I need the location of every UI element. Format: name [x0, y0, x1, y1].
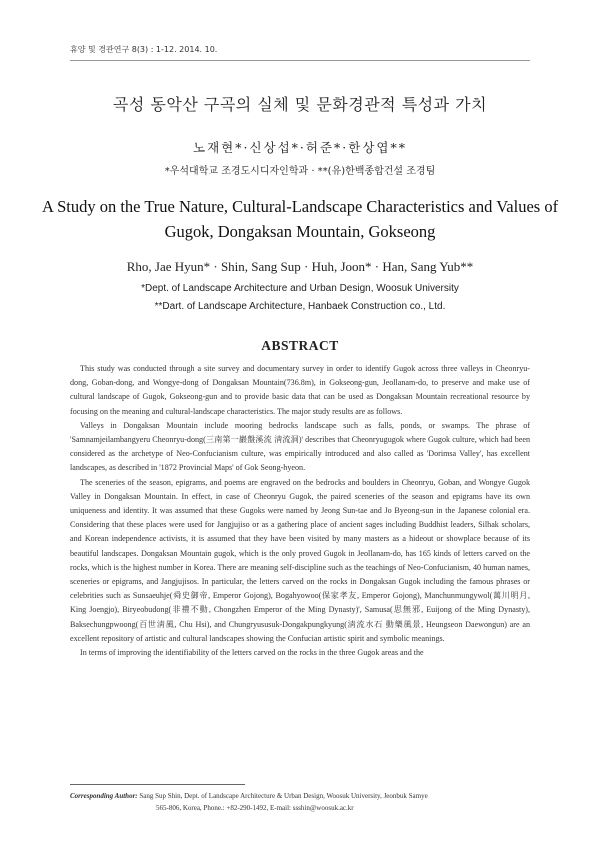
korean-title: 곡성 동악산 구곡의 실체 및 문화경관적 특성과 가치 — [112, 95, 488, 114]
corresponding-author-footnote — [70, 790, 530, 814]
korean-authors: 노재현*·신상섭*·허준*·한상엽** — [193, 140, 407, 155]
english-affiliation-1: *Dept. of Landscape Architecture and Urban Design, Woosuk University — [141, 283, 459, 294]
corresponding-author-line1: Sang Sup Shin, Dept. of Landscape Architecture & Urban Design, Woosuk University, Jeonbuk Samye — [139, 792, 428, 800]
english-affiliation-2: **Dart. of Landscape Architecture, Hanbaek Construction co., Ltd. — [154, 301, 446, 312]
abstract-heading: ABSTRACT — [261, 338, 339, 353]
header-divider — [70, 60, 530, 61]
abstract-paragraph: The sceneries of the season, epigrams, and poems are engraved on the bedrocks and boulders in Cheonryu, Goban, and Wongye Gugok Valley in Dongaksan Mountain. In effect, in case of Cheonryu Gugok, the paired sceneries of the season and epigrams have its own uniqueness and identity. It was assumed that these Gugoks were named by Jeong Sun-tae and Jo Byeong-sun in the Japanese colonial era. Considering that these places were used for Jangjujiso or as a gathering place of ancient sages including Buddhist leaders, Silhak scholars, and Korean independence activists, it is assumed that they have been visited by many masters as a hideout or showplace because of its beautiful landscapes. Dongaksan Mountain gugok, which is the only proved Gugok in Jeollanam-do, has 165 kinds of letters carved on the rocks, which is the highest number in Korea. There are meaning self-discipline such as the teachings of Neo-Confucianism, 40 human names, sceneries or epigrams, and Jangjujisos. In particular, the letters carved on the rocks in Dongaksan Gugok including the famous phrases or celebrities such as Sunsaeuhje(舜史御帝, Emperor Gojong), Bogahyowoo(保家孝友, Emperor Gojong), Manchunmungywol(萬川明月, King Joengjo), Biryeobudong(非禮不動, Chongzhen Emperor of the Ming Dynasty)', Samusa(思無邪, Euijong of the Ming Dynasty), Baksechungpwoong(百世淸風, Chu Hsi), and Chungryususuk-Dongakpungkyung(淸流水石 動樂風景, Heungseon Daewongun) are an excellent repository of artistic and cultural landscapes showing the Confucian artistic spirit and symbolic meanings. — [70, 477, 530, 643]
journal-header: 휴양 및 경관연구 8(3) : 1-12. 2014. 10. — [70, 45, 218, 54]
corresponding-author-label: Corresponding Author: — [70, 792, 138, 800]
korean-affiliation: *우석대학교 조경도시디자인학과 · **(유)한백종합건설 조경팀 — [164, 166, 436, 177]
abstract-paragraph: This study was conducted through a site survey and documentary survey in order to identify Gugok across three valleys in Cheonryu-dong, Goban-dong, and Wongye-dong of Dongaksan Mountain(736.8m), in Gokseong-gun, Jeollanam-do, to preserve and make use of cultural landscape of Gugok, Gokseong-gun and to provide basic data that can be used as Dongaksan Mountain recreational resource by focusing on the meaning and cultural-landscape characteristics. The major study results are as follows. — [70, 364, 530, 416]
corresponding-author-line2: 565-806, Korea, Phone.: +82-290-1492, E-mail: ssshin@woosuk.ac.kr — [156, 804, 354, 812]
english-title: A Study on the True Nature, Cultural-Landscape Characteristics and Values of Gugok, Dongaksan Mountain, Gokseong — [41, 197, 559, 241]
footnote-divider — [70, 784, 245, 785]
english-authors: Rho, Jae Hyun* · Shin, Sang Sup · Huh, Joon* · Han, Sang Yub** — [126, 259, 474, 274]
abstract-body — [70, 362, 530, 660]
abstract-paragraph: In terms of improving the identifiability of the letters carved on the rocks in the three Gugok areas and the — [80, 648, 424, 658]
abstract-paragraph: Valleys in Dongaksan Mountain include mooring bedrocks landscape such as falls, ponds, or swamps. The phrase of 'Samnamjeilambangyeru Cheonryu-dong(三南第一巖盤溪流 淸流洞)' describes that Cheonryugugok where Gugok culture, which had been considered as the archetype of Neo-Confucianism culture, was empirically introduced and also called as 'Dorimsa Valley', has excellent landscapes, as described in '1872 Provincial Maps' of Gok Seong-hyeon. — [70, 420, 530, 473]
